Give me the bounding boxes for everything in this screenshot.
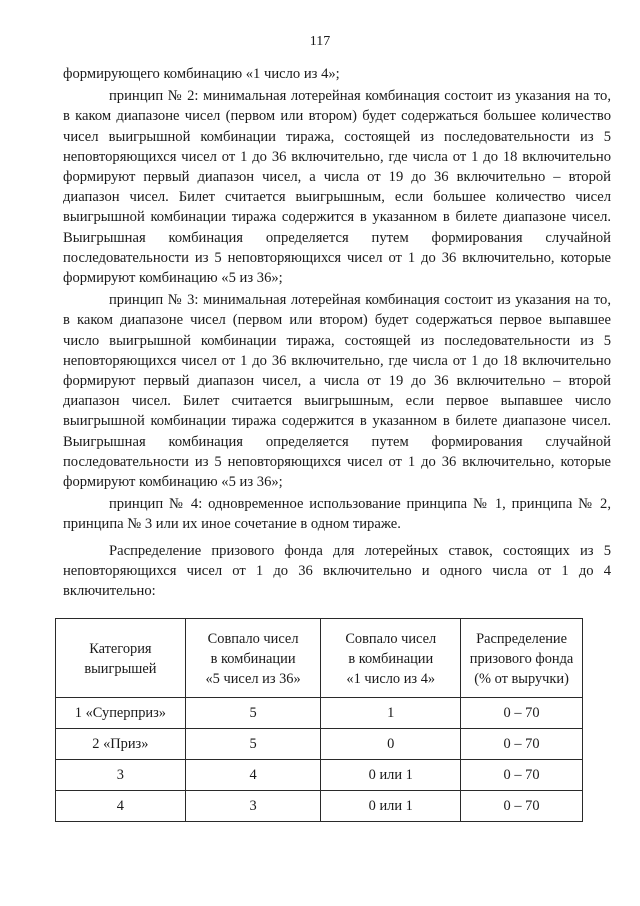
table-cell: 5 — [185, 698, 321, 729]
paragraph: принцип № 2: минимальная лотерейная комбинация состоит из указания на то, в каком диапазоне чисел (первом или втором) будет содержаться большее количество чисел выигрышной комбинации тиража, состоящей из последовательности из 5 неповторяющихся чисел от 1 до 36 включительно, где числа от 1 до 18 включительно формируют первый диапазон чисел, а числа от 19 до 36 включительно – второй диапазон чисел. Билет считается выигрышным, если большее количество чисел выигрышной комбинации тиража содержится в указанном в билете диапазоне чисел. Выигрышная комбинация определяется путем формирования случайной последовательности из 5 неповторяющихся чисел от 1 до 36 включительно, которые формируют комбинацию «5 из 36»; — [63, 88, 611, 287]
page-number: 117 — [309, 34, 331, 49]
table-cell: 4 — [56, 791, 186, 822]
table-cell: 0 или 1 — [321, 791, 461, 822]
table-cell: 0 – 70 — [461, 760, 583, 791]
table-header-row — [56, 619, 583, 698]
table-row — [56, 791, 583, 822]
table-header-line: Совпало чисел — [345, 631, 437, 647]
prize-distribution-table — [55, 618, 583, 822]
table-body — [56, 698, 583, 822]
table-header-line: Распределение — [476, 631, 568, 647]
table-cell: 2 «Приз» — [56, 729, 186, 760]
body-text — [63, 64, 611, 601]
table-header-line: (% от выручки) — [474, 671, 569, 687]
table-header-cell — [185, 619, 321, 698]
table-header-line: «1 число из 4» — [346, 671, 436, 687]
table-header-cell — [321, 619, 461, 698]
table-header-cell — [56, 619, 186, 698]
table-cell: 5 — [185, 729, 321, 760]
table-header-line: в комбинации — [348, 651, 434, 667]
table-cell: 0 – 70 — [461, 729, 583, 760]
table-cell: 1 — [321, 698, 461, 729]
table-cell: 0 — [321, 729, 461, 760]
table-header-line: Категория — [89, 641, 152, 657]
table-row — [56, 729, 583, 760]
table-cell: 0 – 70 — [461, 698, 583, 729]
paragraph: принцип № 3: минимальная лотерейная комбинация состоит из указания на то, в каком диапазоне чисел (первом или втором) будет содержаться первое выпавшее число выигрышной комбинации тиража, состоящей из последовательности из 5 неповторяющихся чисел от 1 до 36 включительно, где числа от 1 до 18 включительно формируют первый диапазон чисел, а числа от 19 до 36 включительно – второй диапазон чисел. Билет считается выигрышным, если первое выпавшее число выигрышной комбинации тиража содержится в указанном в билете диапазоне чисел. Выигрышная комбинация определяется путем формирования случайной последовательности из 5 неповторяющихся чисел от 1 до 36 включительно, которые формируют комбинацию «5 из 36»; — [63, 292, 611, 491]
table-cell: 0 – 70 — [461, 791, 583, 822]
paragraph: формирующего комбинацию «1 число из 4»; — [63, 66, 340, 82]
table-header-line: «5 чисел из 36» — [205, 671, 301, 687]
paragraph: принцип № 4: одновременное использование принципа № 1, принципа № 2, принципа № 3 или их иное сочетание в одном тираже. — [63, 496, 611, 533]
table-cell: 1 «Суперприз» — [56, 698, 186, 729]
table-row — [56, 760, 583, 791]
table-header-cell — [461, 619, 583, 698]
table-cell: 4 — [185, 760, 321, 791]
table-cell: 0 или 1 — [321, 760, 461, 791]
table-header-line: Совпало чисел — [207, 631, 299, 647]
table-header-line: выигрышей — [84, 661, 157, 677]
table-cell: 3 — [185, 791, 321, 822]
table-row — [56, 698, 583, 729]
paragraph: Распределение призового фонда для лотерейных ставок, состоящих из 5 неповторяющихся чисел от 1 до 36 включительно и одного числа от 1 до 4 включительно: — [63, 542, 611, 600]
table-header-line: призового фонда — [469, 651, 574, 667]
table-cell: 3 — [56, 760, 186, 791]
table-header-line: в комбинации — [210, 651, 296, 667]
